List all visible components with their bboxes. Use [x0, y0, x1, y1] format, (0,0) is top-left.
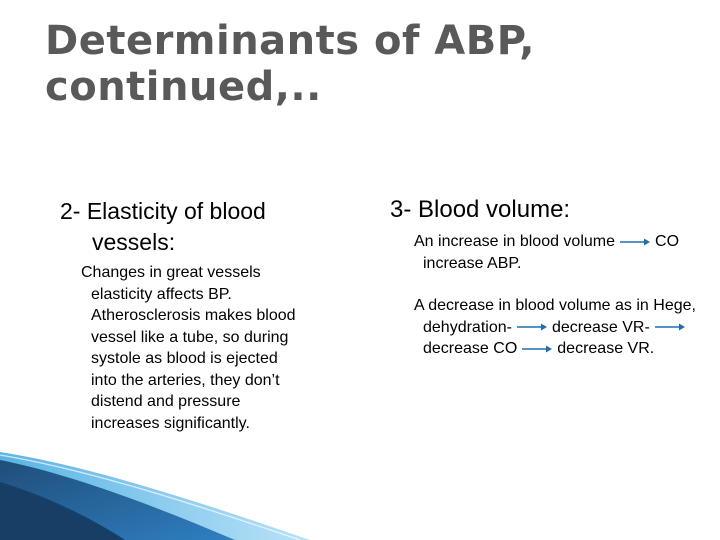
- decrease-text-a: A decrease in blood volume as in Hege, dehydration-: [414, 297, 696, 336]
- decrease-text-b: decrease VR-: [551, 318, 650, 336]
- slide-title-line-2: continued,..: [45, 64, 322, 110]
- right-arrow-icon: [521, 344, 553, 354]
- slide-title: [45, 18, 685, 110]
- right-column: [390, 194, 710, 360]
- increase-text-a: An increase in blood volume: [414, 233, 616, 250]
- elasticity-body: Changes in great vessels elasticity affects BP. Atherosclerosis makes blood vessel like a tube, so during systole as blood is ejected into the arteries, they don’t distend and pressure increases significantly.: [81, 264, 296, 432]
- elasticity-heading: 2- Elasticity of blood vessels:: [60, 198, 266, 255]
- right-arrow-icon: [654, 322, 686, 332]
- increase-paragraph: [390, 231, 710, 274]
- blue-wave-decoration: [0, 452, 310, 540]
- slide-title-line-1: Determinants of ABP,: [45, 18, 535, 64]
- decrease-text-d: decrease VR.: [557, 340, 655, 357]
- decrease-paragraph: [390, 295, 710, 360]
- blood-volume-heading: 3- Blood volume:: [390, 196, 571, 223]
- increase-text-b: CO increase ABP.: [423, 233, 680, 272]
- right-arrow-icon: [619, 237, 651, 247]
- left-column: [60, 196, 300, 434]
- right-arrow-icon: [516, 322, 548, 332]
- decrease-text-c: decrease CO: [423, 340, 518, 357]
